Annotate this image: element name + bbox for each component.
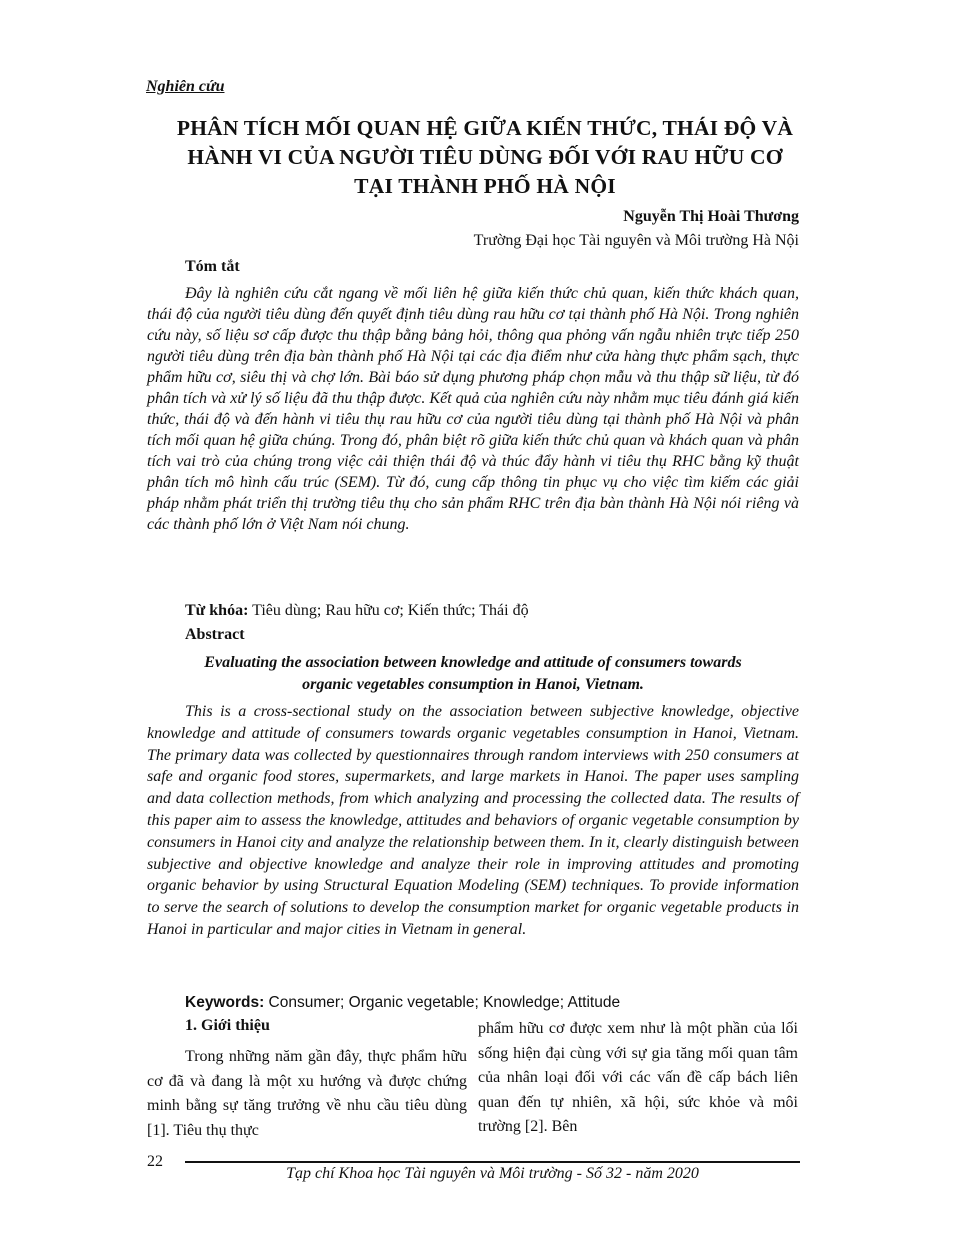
footer-rule bbox=[185, 1161, 800, 1163]
section-label: Nghiên cứu bbox=[146, 78, 225, 95]
title-line-1: PHÂN TÍCH MỐI QUAN HỆ GIỮA KIẾN THỨC, THÁI ĐỘ VÀ bbox=[176, 116, 794, 140]
author-name: Nguyễn Thị Hoài Thương bbox=[623, 208, 799, 225]
page-number: 22 bbox=[147, 1153, 163, 1170]
vi-abstract-text: Đây là nghiên cứu cắt ngang về mối liên hệ giữa kiến thức chủ quan, kiến thức khách quan, thái độ của người tiêu dùng đến quyết định tiêu dùng rau hữu cơ tại thành phố Hà Nội. Trong nghiên cứu này, số liệu sơ cấp được thu thập bằng bảng hỏi, thông qua phỏng vấn ngẫu nhiên trực tiếp 250 người tiêu dùng trên địa bàn thành phố Hà Nội tại các địa điểm như cửa hàng thực phẩm sạch, thực phẩm hữu cơ, siêu thị và chợ lớn. Bài báo sử dụng phương pháp chọn mẫu và thu thập sữ liệu, từ đó phân tích và xử lý số liệu đã thu thập được. Kết quả của nghiên cứu này nhằm mục tiêu đánh giá kiến thức, thái độ và đến hành vi tiêu thụ rau hữu cơ của người tiêu dùng tại thành phố Hà Nội và phân tích mối quan hệ giữa chúng. Trong đó, phân biệt rõ giữa kiến thức chủ quan và khách quan và phân tích vai trò của chúng trong việc cải thiện thái độ và thúc đẩy hành vi tiêu thụ RHC bằng kỹ thuật phân tích mô hình cấu trúc (SEM). Từ đó, cung cấp thông tin phục vụ cho việc tìm kiếm các giải pháp nhằm phát triển thị trường tiêu thụ cho sản phẩm RHC trên địa bàn thành Hà Nội nói riêng và các thành phố lớn ở Việt Nam nói chung. bbox=[147, 285, 799, 533]
vi-keywords bbox=[185, 602, 529, 620]
title-line-2: HÀNH VI CỦA NGƯỜI TIÊU DÙNG ĐỐI VỚI RAU HỮU CƠ bbox=[187, 145, 783, 169]
intro-left-text: Trong những năm gần đây, thực phẩm hữu cơ đã và đang là một xu hướng và được chứng minh bằng sự tăng trưởng về nhu cầu tiêu dùng [1]. Tiêu thụ thực bbox=[147, 1048, 467, 1139]
en-abstract-text: This is a cross-sectional study on the association between subjective knowledge, objective knowledge and attitude of consumers towards organic vegetables consumption in Hanoi, Vietnam. The primary data was collected by questionnaires through random interviews with 250 consumers at safe and organic food stores, supermarkets, and large markets in Hanoi. The paper uses sampling and data collection methods, from which analyzing and processing the collected data. The results of this paper aim to assess the knowledge, attitudes and behaviors of organic vegetable consumption by consumers in Hanoi city and analyze the relationship between them. In it, clearly distinguish between subjective and objective knowledge and analyze their role in improving attitudes and promoting organic behavior by using Structural Equation Modeling (SEM) techniques. To provide information to serve the search of solutions to develop the consumption market for organic vegetable products in Hanoi in particular and major cities in Vietnam in general. bbox=[147, 703, 799, 938]
en-title-line-2: organic vegetables consumption in Hanoi, Vietnam. bbox=[302, 676, 644, 693]
paper-title bbox=[130, 114, 840, 201]
en-title-line-1: Evaluating the association between knowledge and attitude of consumers towards bbox=[204, 654, 742, 671]
en-keywords-label: Keywords: bbox=[185, 994, 265, 1011]
en-title bbox=[147, 652, 799, 696]
intro-left-column bbox=[147, 1045, 467, 1143]
vi-abstract-heading: Tóm tắt bbox=[185, 258, 240, 275]
en-keywords bbox=[185, 994, 620, 1012]
intro-right-column bbox=[478, 1017, 798, 1140]
intro-heading: 1. Giới thiệu bbox=[185, 1017, 270, 1034]
vi-keywords-label: Từ khóa: bbox=[185, 602, 249, 619]
en-abstract-heading: Abstract bbox=[185, 626, 245, 643]
author-affiliation: Trường Đại học Tài nguyên và Môi trường Hà Nội bbox=[473, 232, 799, 249]
intro-right-text: phẩm hữu cơ được xem như là một phần của lối sống hiện đại cùng với sự gia tăng mối quan tâm của nhân loại đối với các vấn đề cấp bách liên quan đến tự nhiên, xã hội, sức khỏe và môi trường [2]. Bên bbox=[478, 1020, 798, 1135]
vi-keywords-list: Tiêu dùng; Rau hữu cơ; Kiến thức; Thái độ bbox=[248, 602, 529, 619]
journal-footer: Tạp chí Khoa học Tài nguyên và Môi trường - Số 32 - năm 2020 bbox=[286, 1165, 699, 1182]
en-keywords-list: Consumer; Organic vegetable; Knowledge; Attitude bbox=[264, 994, 621, 1011]
title-line-3: TẠI THÀNH PHỐ HÀ NỘI bbox=[354, 174, 616, 198]
